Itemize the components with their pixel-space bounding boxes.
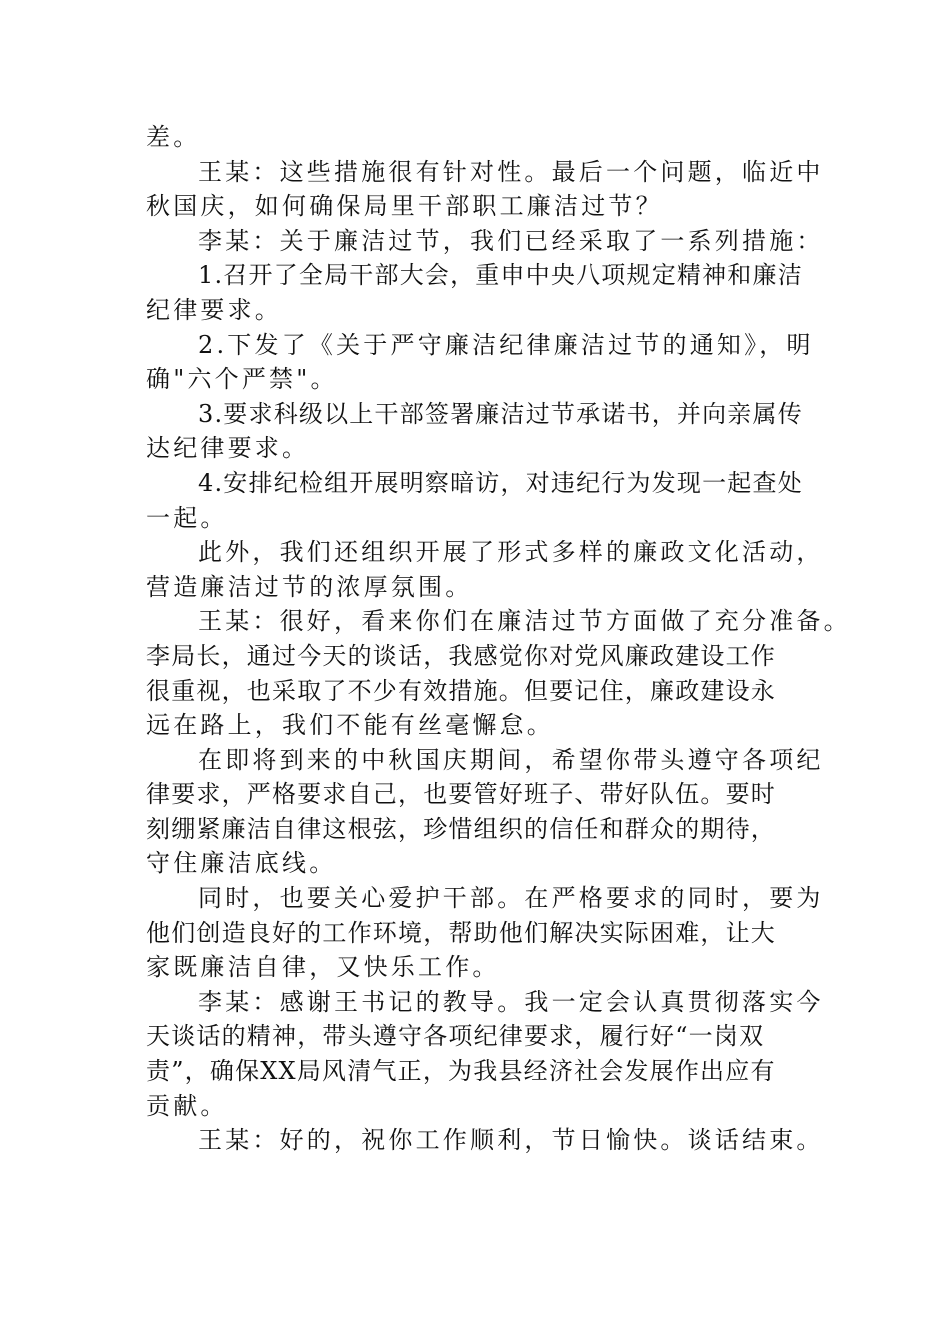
text-line: 天谈话的精神，带头遵守各项纪律要求，履行好“一岗双 — [146, 1022, 765, 1051]
text-line: 家既廉洁自律，又快乐工作。 — [146, 953, 500, 982]
text-line: 贡献。 — [146, 1091, 228, 1120]
text-line: 王某：这些措施很有针对性。最后一个问题，临近中 — [198, 157, 824, 186]
text-line: 达纪律要求。 — [146, 434, 310, 463]
text-line: 很重视，也采取了不少有效措施。但要记住，廉政建设永 — [146, 676, 776, 705]
text-line: 同时，也要关心爱护干部。在严格要求的同时，要为 — [198, 884, 824, 913]
text-line: 王某：很好，看来你们在廉洁过节方面做了充分准备。 — [198, 607, 851, 636]
text-line: 秋国庆，如何确保局里干部职工廉洁过节？ — [146, 192, 663, 221]
text-line: 1.召开了全局干部大会，重申中央八项规定精神和廉洁 — [198, 261, 803, 290]
text-line: 刻绷紧廉洁自律这根弦，珍惜组织的信任和群众的期待， — [146, 814, 776, 843]
text-line: 王某：好的，祝你工作顺利，节日愉快。谈话结束。 — [198, 1126, 824, 1155]
text-line: 李某：感谢王书记的教导。我一定会认真贯彻落实今 — [198, 987, 824, 1016]
text-line: 2.下发了《关于严守廉洁纪律廉洁过节的通知》，明 — [198, 330, 814, 359]
text-line: 纪律要求。 — [146, 295, 282, 324]
text-line: 李局长，通过今天的谈话，我感觉你对党风廉政建设工作 — [146, 641, 776, 670]
text-line: 远在路上，我们不能有丝毫懈怠。 — [146, 711, 554, 740]
text-line: 律要求，严格要求自己，也要管好班子、带好队伍。要时 — [146, 780, 776, 809]
text-line: 守住廉洁底线。 — [146, 849, 337, 878]
text-line: 一起。 — [146, 503, 228, 532]
text-line: 4.安排纪检组开展明察暗访，对违纪行为发现一起查处 — [198, 468, 803, 497]
text-line: 他们创造良好的工作环境，帮助他们解决实际困难，让大 — [146, 918, 776, 947]
text-line: 3.要求科级以上干部签署廉洁过节承诺书，并向亲属传 — [198, 399, 803, 428]
text-line: 确"六个严禁"。 — [146, 365, 338, 394]
text-line: 营造廉洁过节的浓厚氛围。 — [146, 572, 473, 601]
text-line: 责”，确保XX局风清气正，为我县经济社会发展作出应有 — [146, 1057, 776, 1086]
text-line: 李某：关于廉洁过节，我们已经采取了一系列措施： — [198, 226, 824, 255]
text-line: 差。 — [146, 123, 201, 151]
text-line: 此外，我们还组织开展了形式多样的廉政文化活动， — [198, 538, 824, 567]
document-body — [146, 120, 851, 1158]
text-line: 在即将到来的中秋国庆期间，希望你带头遵守各项纪 — [198, 745, 824, 774]
